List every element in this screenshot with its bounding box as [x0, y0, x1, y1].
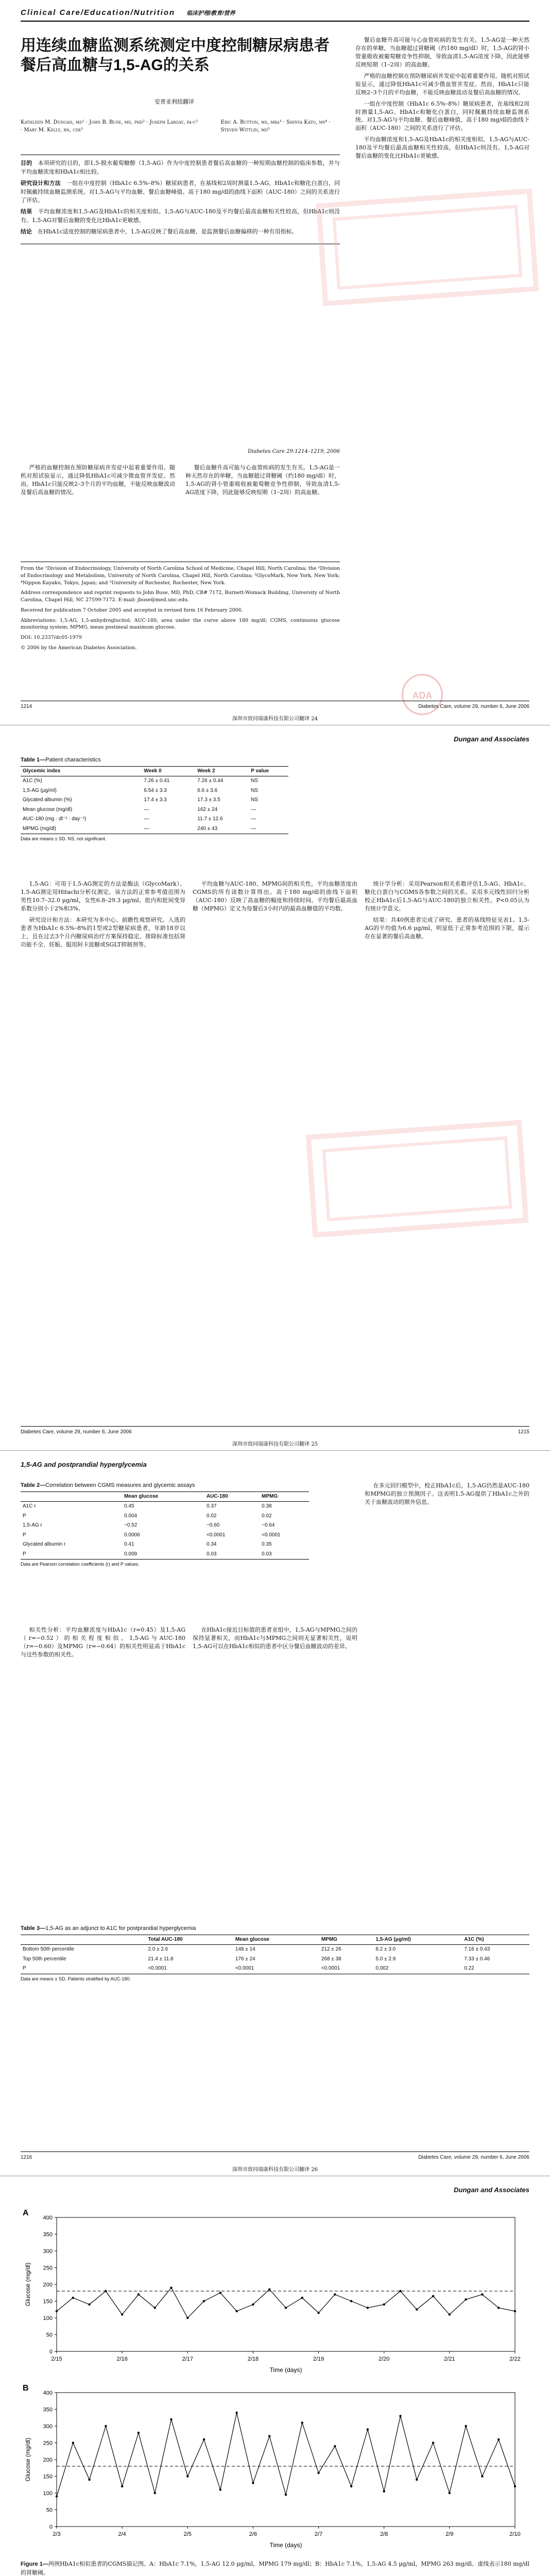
table-cell: 0.03 [262, 1551, 272, 1557]
table-cell: — [251, 825, 256, 832]
x-tick-label: 2/22 [509, 2356, 521, 2362]
table-row [21, 795, 288, 805]
author-list [21, 118, 340, 134]
table-cell: P [23, 1551, 26, 1557]
table-cell: <0.0001 [321, 1965, 340, 1972]
y-tick-label: 400 [43, 2215, 53, 2221]
abbreviations: Abbreviations: 1,5-AG, 1,5-anhydroglucitol; AUC-180, area under the curve above 180 mg/dl; CGMS, continuous glucose monitoring system; MPMG, mean postmeal maximum glucose. [21, 617, 340, 631]
page-4 [0, 2176, 550, 2576]
table-cell: 21.4 ± 11.8 [148, 1956, 174, 1962]
table-2 [21, 1482, 309, 1568]
y-tick-label: 50 [46, 2507, 53, 2514]
body-paragraph: 一组在中度控制（HbA1c 6.5%–8%）糖尿病患者，在基线和2周时测量1,5-AG、HbA1c和糖化白蛋白，同时佩戴持续血糖监测系统。对1,5-AG与平均血糖、餐后血糖峰值、高于180 mg/dl的曲线下面积（AUC-180）之间的关系进行了评估。 [355, 100, 529, 132]
table-cell: 0.002 [375, 1965, 389, 1972]
body-paragraph: 餐后血糖升高可能与心血管疾病的发生有关。1,5-AG是一种天然存在的单糖，当血糖超过肾糖阈（约180 mg/dl）时，1,5-AG的肾小管重吸收被葡萄糖竞争性抑制，导致血清1,5-AG浓度下降，因此能够反映短期（1–2周）的高血糖。 [355, 37, 529, 68]
y-tick-label: 150 [43, 2473, 53, 2480]
glucose-point [367, 2307, 369, 2309]
table-cell: NS [251, 797, 259, 803]
glucose-point [334, 2445, 336, 2447]
table-cell: 17.3 ± 3.5 [197, 797, 220, 803]
table-row [21, 824, 288, 834]
table-row [21, 1964, 529, 1974]
table-cell: 212 ± 26 [321, 1946, 341, 1953]
x-tick-label: 2/19 [313, 2356, 324, 2362]
right-column-text [355, 36, 529, 665]
glucose-point [481, 2293, 483, 2295]
figure-caption-text: 两例HbA1c相似患者的CGMS描记图。A：HbA1c 7.1%，1,5-AG 12.0 μg/ml，MPMG 179 mg/dl；B：HbA1c 7.1%，1,5-AG 4.5 μg/ml，MPMG 263 mg/dl。虚线表示180 mg/dl的肾糖阈。 [21, 2561, 529, 2576]
table-row [21, 805, 288, 815]
table-label: Table 3— [21, 1925, 46, 1931]
table-cell: — [251, 816, 256, 822]
table-note: Data are means ± SD. Patients stratified by AUC-180. [21, 1976, 131, 1981]
table-1-column-header: Glycemic index [23, 768, 61, 774]
table-cell: 2.0 ± 2.6 [148, 1946, 168, 1953]
conclusions-label: 结论 [21, 228, 32, 235]
y-tick-label: 250 [43, 2265, 53, 2272]
figure-label: Figure 1— [21, 2561, 48, 2567]
plot-frame [57, 2217, 515, 2351]
table-1-caption [21, 756, 288, 765]
table-cell: — [144, 806, 149, 812]
glucose-point [481, 2475, 483, 2477]
table-2-caption [21, 1482, 309, 1490]
glucose-point [497, 2307, 500, 2309]
table-cell: A1C r [23, 1503, 36, 1510]
results-text: 平均血糖浓度和1,5-AG及HbA1c的相关度相似。1,5-AG与AUC-180及平均餐后最高血糖相关性较高，但HbA1c则没有。1,5-AG对餐后血糖的变化比HbA1c更敏感。 [21, 208, 340, 224]
glucose-point [56, 2310, 58, 2312]
table-cell: 6.6 ± 3.6 [197, 787, 218, 793]
body-paragraph: 研究设计和方法：本研究为多中心、前瞻性观察研究。入选的患者为HbA1c 6.5%–8%的1型或2型糖尿病患者，年龄18岁以上，且在过去3个月内糖尿病治疗方案保持稳定。排除标准包括肾功能不全、妊娠、服用阿卡波糖或SGLT抑制剂等。 [21, 916, 185, 948]
table-row [21, 1550, 309, 1560]
article-title: 用连续血糖监测系统测定中度控制糖尿病患者餐后高血糖与1,5-AG的关系 [21, 37, 330, 74]
table-cell: P [23, 1513, 26, 1519]
x-tick-label: 2/10 [509, 2531, 521, 2537]
x-tick-label: 2/9 [445, 2531, 454, 2537]
page-footer [21, 2151, 529, 2162]
table-cell: MPMG (mg/dl) [23, 825, 56, 832]
y-tick-label: 200 [43, 2282, 53, 2288]
running-head: Dungan and Associates [454, 2186, 529, 2194]
glucose-point [449, 2492, 451, 2494]
table-cell: 0.34 [206, 1541, 217, 1548]
results-label: 结果 [21, 208, 32, 215]
table-3-grid [21, 1935, 529, 1974]
y-tick-label: 0 [49, 2524, 53, 2530]
table-cell: 162 ± 24 [197, 806, 218, 812]
table-cell: Bottom 50th percentile [23, 1946, 75, 1953]
table-cell: 0.02 [206, 1513, 217, 1519]
table-cell: <0.0001 [235, 1965, 254, 1972]
page-number: 1214 [21, 703, 32, 709]
glucose-point [449, 2313, 451, 2315]
intro-col-left [21, 464, 175, 556]
glucose-point [105, 2290, 107, 2292]
y-axis-label: Glucose (mg/dl) [24, 2262, 31, 2307]
table-cell: −0.60 [206, 1522, 220, 1529]
translator-company: 深圳市致同瑞康科技有限公司翻译 [232, 716, 310, 722]
table-2-grid [21, 1492, 309, 1560]
body-paragraph: 统计学分析：采用Pearson相关系数评估1,5-AG、HbA1c、糖化白蛋白与CGMS各参数之间的关系。采用多元线性回归分析校正HbA1c后1,5-AG与AUC-180的独立相关性。P<0.05认为有统计学意义。 [365, 880, 529, 912]
glucose-point [268, 2289, 270, 2291]
x-tick-label: 2/5 [183, 2531, 192, 2537]
body-col-2 [193, 1626, 357, 1914]
table-cell: 7.26 ± 0.41 [144, 778, 170, 784]
table-cell: A1C (%) [23, 778, 42, 784]
table-note: Data are Pearson correlation coefficients (r) and P values. [21, 1562, 140, 1567]
citation-line: Diabetes Care 29:1214–1219, 2006 [247, 449, 340, 454]
stamp-watermark [316, 189, 539, 307]
table-row [21, 1955, 529, 1964]
glucose-point [186, 2475, 188, 2477]
objective-text: 本项研究的目的，即1,5-脱水葡萄糖醇（1,5-AG）作为中度控制患者餐后高血糖的一种短期血糖控制的临床参数，并与平均血糖浓度和HbA1c相比较。 [21, 160, 340, 175]
y-tick-label: 350 [43, 2231, 53, 2238]
table-cell: 268 ± 38 [321, 1956, 341, 1962]
glucose-point [88, 2303, 90, 2306]
glucose-point [399, 2415, 401, 2417]
table-row [21, 1502, 309, 1512]
x-axis-label: Time (days) [269, 2541, 302, 2549]
cgms-chart-a [21, 2207, 529, 2377]
running-head [21, 7, 529, 22]
glucose-point [317, 2312, 319, 2314]
body-paragraph: 在HbA1c接近目标值的患者亚组中，1,5-AG与MPMG之间仍保持显著相关，而HbA1c与MPMG之间则无显著相关性，说明1,5-AG可以在HbA1c相似的患者中区分餐后血糖波动的差异。 [193, 1626, 357, 1650]
table-cell: Top 50th percentile [23, 1956, 66, 1962]
intro-paragraph: 餐后血糖升高可能与心血管疾病的发生有关。1,5-AG是一种天然存在的单糖，当血糖超过肾糖阈（约180 mg/dl）时，1,5-AG的肾小管重吸收被葡萄糖竞争性抑制，导致血清1,5-AG浓度下降，因此能够反映短期（1–2周）的高血糖。 [185, 464, 340, 496]
table-cell: P [23, 1965, 26, 1972]
running-head-en: Clinical Care/Education/Nutrition [21, 8, 176, 17]
table-row [21, 815, 288, 824]
table-cell: 0.0006 [124, 1532, 140, 1538]
table-cell: NS [251, 787, 259, 793]
y-tick-label: 100 [43, 2490, 53, 2497]
correspondence: Address correspondence and reprint requests to John Buse, MD, PhD, CB# 7172, Burnett-Womack Building, University of North Carolina, Chapel Hill, NC 27599-7172. E-mail: jbuse@med.unc.edu. [21, 590, 340, 603]
table-title: Patient characteristics [45, 757, 101, 763]
methods-text: 一组在中度控制（HbA1c 6.5%–8%）糖尿病患者，在基线和2周时测量1,5-AG、HbA1c和糖化白蛋白，同时佩戴持续血糖监测系统。对1,5-AG与平均血糖、餐后血糖峰值、高于180 mg/dl的曲线下面积（AUC-180）之间的关系进行了评估。 [21, 179, 340, 204]
table-cell: Mean glucose (mg/dl) [23, 806, 73, 812]
translator-footer [0, 2166, 550, 2174]
page-footer [21, 701, 529, 711]
table-cell: 0.03 [206, 1551, 217, 1557]
page-number: 1215 [518, 1429, 529, 1435]
glucose-point [170, 2286, 172, 2289]
table-row [21, 1512, 309, 1521]
doc-page-number: 25 [311, 1441, 318, 1447]
glucose-point [203, 2438, 205, 2441]
table-cell: 0.45 [124, 1503, 134, 1510]
y-tick-label: 350 [43, 2406, 53, 2413]
glucose-point [514, 2310, 516, 2312]
figure-1-panel-a [21, 2207, 529, 2377]
table-2-column-header [21, 1492, 122, 1502]
glucose-point [301, 2421, 303, 2424]
conclusions-text: 在HbA1c适度控制的糖尿病患者中，1,5-AG反映了餐后高血糖，是监测餐后血糖偏移的一种有用指标。 [38, 228, 298, 235]
glucose-point [138, 2293, 140, 2295]
x-tick-label: 2/20 [379, 2356, 390, 2362]
table-cell: Glycated albumin (%) [23, 797, 72, 803]
methods-label: 研究设计和方法 [21, 180, 61, 187]
x-tick-label: 2/7 [314, 2531, 323, 2537]
table-1-column-header: Week 0 [144, 768, 162, 774]
table-3-column-header: MPMG [321, 1936, 337, 1942]
table-2-column-header: MPMG [262, 1493, 278, 1499]
x-tick-label: 2/17 [182, 2356, 193, 2362]
table-cell: 240 ± 43 [197, 825, 218, 832]
body-paragraph: 平均血糖与AUC-180、MPMG间的相关性，平均血糖浓度由CGMS的所有读数计算得出。高于180 mg/dl的曲线下面积（AUC-180）反映了高血糖的幅度和持续时间。平均餐后最高血糖（MPMG）定义为每餐后3小时内的最高血糖值的平均数。 [193, 880, 357, 912]
table-cell: 0.22 [464, 1965, 474, 1972]
y-tick-label: 250 [43, 2440, 53, 2447]
y-tick-label: 50 [46, 2332, 53, 2338]
glucose-point [301, 2297, 303, 2299]
table-title: Correlation between CGMS measures and glycemic assays [45, 1482, 195, 1488]
table-cell: 1,5-AG (μg/ml) [23, 787, 57, 793]
intro-col-right [185, 464, 340, 556]
glucose-point [252, 2482, 254, 2484]
table-2-column-header: Mean glucose [124, 1493, 159, 1499]
x-tick-label: 2/8 [380, 2531, 388, 2537]
x-tick-label: 2/15 [51, 2356, 62, 2362]
table-cell: 148 ± 14 [235, 1946, 255, 1953]
running-head-cn: 临床护理/教育/营养 [186, 10, 235, 16]
copyright: © 2006 by the American Diabetes Association. [21, 645, 137, 651]
glucose-point [416, 2309, 418, 2311]
authors-left: Kathleen M. Dungan, md¹ · John B. Buse, md, phd² · Joseph Largay, pa-c² · Mary M. Kelly, rn, cde² [21, 120, 198, 133]
glucose-point [154, 2492, 156, 2494]
y-axis-label: Glucose (mg/dl) [24, 2437, 31, 2482]
doi: DOI: 10.2337/dc05-1979 [21, 635, 82, 641]
table-cell: 7.33 ± 0.46 [464, 1956, 490, 1962]
table-cell: 8.2 ± 3.0 [375, 1946, 396, 1953]
translator-credit: 安普亚利纽翻译 [154, 98, 194, 105]
panel-label: B [23, 2384, 29, 2393]
table-1-column-header: Week 2 [197, 768, 215, 774]
table-cell: <0.0001 [148, 1965, 167, 1972]
glucose-point [138, 2432, 140, 2434]
body-paragraph: 结果：共40例患者完成了研究。患者的基线特征见表1。1,5-AG的平均值为6.6 μg/ml，明显低于正常参考范围的下限，提示存在显著的餐后高血糖。 [365, 916, 529, 940]
table-3-column-header: Total AUC-180 [148, 1936, 183, 1942]
glucose-point [497, 2438, 500, 2441]
glucose-point [350, 2300, 352, 2302]
glucose-point [432, 2442, 434, 2444]
table-cell: 7.26 ± 0.44 [197, 778, 224, 784]
body-col-1 [21, 880, 185, 1405]
table-1 [21, 756, 288, 842]
glucose-point [465, 2298, 467, 2300]
doc-page-number: 26 [311, 2166, 318, 2173]
journal-issue: Diabetes Care, volume 29, number 6, June 2006 [418, 703, 529, 709]
table-label: Table 2— [21, 1482, 46, 1488]
table-cell: AUC-180 (mg · dl⁻¹ · day⁻¹) [23, 816, 87, 822]
x-tick-label: 2/21 [444, 2356, 455, 2362]
table-cell: −0.52 [124, 1522, 138, 1529]
glucose-point [121, 2485, 123, 2487]
y-tick-label: 150 [43, 2298, 53, 2305]
table-3-column-header: A1C (%) [464, 1936, 484, 1942]
table-cell: — [251, 806, 256, 812]
glucose-point [219, 2488, 221, 2490]
glucose-point [350, 2485, 352, 2487]
y-tick-label: 0 [49, 2349, 53, 2355]
table-cell: 0.41 [124, 1541, 134, 1548]
table-cell: 7.16 ± 0.43 [464, 1946, 490, 1953]
table-cell: 17.4 ± 3.3 [144, 797, 167, 803]
table-3-column-header [21, 1935, 146, 1945]
body-col-3 [365, 1482, 529, 1914]
translator-company: 深圳市致同瑞康科技有限公司翻译 [232, 2166, 310, 2173]
glucose-point [285, 2494, 287, 2496]
y-tick-label: 400 [43, 2390, 53, 2396]
table-cell: — [144, 816, 149, 822]
glucose-point [88, 2479, 90, 2481]
x-tick-label: 2/3 [53, 2531, 61, 2537]
glucose-point [334, 2293, 336, 2295]
plot-frame [57, 2393, 515, 2527]
table-row [21, 1521, 309, 1531]
table-cell: <0.0001 [206, 1532, 226, 1538]
journal-issue: Diabetes Care, volume 29, number 6, June 2006 [21, 1429, 132, 1435]
body-paragraph: 1,5-AG：可用于1,5-AG测定的方法是酶法（GlycoMark）。1,5-AG测定用Hitachi分析仪测定。该方法的正常参考值范围为男性10.7–32.0 μg/ml，女性6.8–29.3 μg/ml。批内和批间变异系数分别小于2%和3%。 [21, 880, 185, 912]
glucose-point [72, 2297, 74, 2299]
x-tick-label: 2/6 [249, 2531, 257, 2537]
y-tick-label: 300 [43, 2424, 53, 2430]
glucose-point [105, 2425, 107, 2427]
body-paragraph: 严格的血糖控制在预防糖尿病并发症中起着重要作用。随机对照试验显示，通过降低HbA1c可减少微血管并发症。然而，HbA1c只能反映2–3个月的平均血糖，不能反映血糖波动及餐后高血糖的情况。 [355, 72, 529, 96]
table-3-column-header: 1,5-AG (μg/ml) [375, 1936, 411, 1942]
glucose-point [219, 2292, 221, 2294]
received-date: Received for publication 7 October 2005 and accepted in revised form 16 February 2006. [21, 607, 243, 613]
affiliations-block [21, 562, 340, 665]
glucose-point [56, 2495, 58, 2497]
glucose-point [72, 2442, 74, 2444]
glucose-point [514, 2485, 516, 2487]
glucose-point [154, 2307, 156, 2309]
figure-1-caption [21, 2560, 529, 2576]
y-tick-label: 300 [43, 2248, 53, 2255]
table-cell: Glycated albumin r [23, 1541, 66, 1548]
glucose-point [235, 2412, 237, 2414]
page-1 [0, 0, 550, 725]
x-tick-label: 2/18 [247, 2356, 259, 2362]
table-label: Table 1— [21, 757, 46, 763]
x-tick-label: 2/16 [116, 2356, 128, 2362]
table-cell: 0.37 [206, 1503, 217, 1510]
translator-company: 深圳市致同瑞康科技有限公司翻译 [232, 1441, 310, 1447]
translator-footer [0, 1441, 550, 1449]
glucose-point [465, 2425, 467, 2427]
glucose-point [383, 2303, 385, 2306]
translator-footer [0, 716, 550, 723]
table-cell: 0.38 [262, 1503, 272, 1510]
glucose-point [416, 2479, 418, 2481]
glucose-point [383, 2490, 385, 2493]
table-1-column-header: P value [251, 768, 269, 774]
table-cell: — [144, 825, 149, 832]
table-3 [21, 1925, 529, 1982]
glucose-series-line [57, 2413, 515, 2497]
table-cell: NS [251, 778, 259, 784]
table-cell: 176 ± 24 [235, 1956, 255, 1962]
page-3 [0, 1451, 550, 2176]
table-3-caption [21, 1925, 529, 1933]
intro-paragraph: 严格的血糖控制在预防糖尿病并发症中起着重要作用。随机对照试验显示，通过降低HbA1c可减少微血管并发症。然而，HbA1c只能反映2–3个月的平均血糖，不能反映血糖波动及餐后高血糖的情况。 [21, 464, 175, 496]
glucose-point [399, 2290, 401, 2292]
table-cell: 0.004 [124, 1513, 138, 1519]
affiliations: From the ¹Division of Endocrinology, University of North Carolina School of Medicine, Chapel Hill, North Carolina; the ²Division of Endocrinology and Metabolism, University of North Carolina, Chapel Hill, North Carolina; ³GlycoMark, New York, New York; ⁴Nippon Kayaku, Tokyo, Japan; and ⁵University of Rochester, Rochester, New York. [21, 566, 340, 586]
page-number: 1216 [21, 2154, 32, 2160]
running-head: Dungan and Associates [454, 735, 529, 743]
table-cell: 0.009 [124, 1551, 138, 1557]
table-row [21, 1540, 309, 1550]
table-cell: 1,5-AG r [23, 1522, 42, 1529]
table-cell: 0.35 [262, 1541, 272, 1548]
running-head: 1,5-AG and postprandial hyperglycemia [21, 1461, 147, 1468]
table-row [21, 1945, 529, 1955]
body-paragraph: 在多元回归模型中，校正HbA1c后，1,5-AG仍然是AUC-180和MPMG的独立预测因子。这表明1,5-AG提供了HbA1c之外的关于血糖波动的额外信息。 [365, 1482, 529, 1505]
glucose-point [235, 2310, 237, 2312]
glucose-point [170, 2418, 172, 2420]
x-tick-label: 2/4 [118, 2531, 126, 2537]
table-cell: 11.7 ± 12.6 [197, 816, 223, 822]
authors-right: Eric A. Button, ms, mba³ · Shinya Kato, ms⁴ · Steven Wittlin, md⁵ [220, 120, 331, 133]
y-tick-label: 200 [43, 2457, 53, 2463]
objective-label: 目的 [21, 160, 32, 166]
table-cell: 5.0 ± 2.9 [375, 1956, 396, 1962]
table-cell: −0.64 [262, 1522, 275, 1529]
page-footer [21, 1426, 529, 1436]
body-col-1 [21, 1626, 185, 1914]
table-row [21, 776, 288, 786]
glucose-point [252, 2303, 254, 2306]
table-1-grid [21, 766, 288, 835]
table-3-column-header: Mean glucose [235, 1936, 269, 1942]
body-paragraph: 相关性分析：平均血糖浓度与HbA1c（r=0.45）及1,5-AG（r=−0.52）的相关程度相似。1,5-AG与AUC-180（r=−0.60）及MPMG（r=−0.64）的相关性明显高于HbA1c与这些参数的相关性。 [21, 1626, 185, 1658]
table-2-column-header: AUC-180 [206, 1493, 228, 1499]
cgms-chart-b [21, 2382, 529, 2552]
glucose-point [285, 2307, 287, 2309]
doc-page-number: 24 [311, 716, 318, 722]
journal-issue: Diabetes Care, volume 29, number 6, June 2006 [418, 2154, 529, 2160]
table-row [21, 786, 288, 796]
page-2 [0, 725, 550, 1451]
abstract [21, 155, 340, 244]
y-tick-label: 100 [43, 2315, 53, 2321]
table-title: 1,5-AG as an adjunct to A1C for postprandial hyperglycemia [45, 1925, 196, 1931]
table-row [21, 1531, 309, 1540]
figure-1-panel-b [21, 2382, 529, 2552]
glucose-point [367, 2428, 369, 2430]
stamp-watermark [306, 1120, 529, 1238]
panel-label: A [23, 2209, 29, 2217]
glucose-point [432, 2295, 434, 2297]
table-note: Data are means ± SD. NS, not significant. [21, 836, 107, 842]
glucose-point [317, 2472, 319, 2474]
glucose-point [203, 2300, 205, 2302]
x-axis-label: Time (days) [269, 2366, 302, 2374]
table-cell: 0.02 [262, 1513, 272, 1519]
table-cell: 6.54 ± 3.3 [144, 787, 167, 793]
glucose-point [186, 2317, 188, 2319]
body-paragraph: 平均血糖浓度和1,5-AG及HbA1c的相关度相似。1,5-AG与AUC-180及平均餐后最高血糖相关性较高，但HbA1c则没有。1,5-AG对餐后血糖的变化比HbA1c更敏感。 [355, 136, 529, 160]
glucose-point [268, 2435, 270, 2437]
glucose-series-line [57, 2288, 515, 2318]
glucose-point [121, 2313, 123, 2315]
table-cell: P [23, 1532, 26, 1538]
table-cell: <0.0001 [262, 1532, 281, 1538]
